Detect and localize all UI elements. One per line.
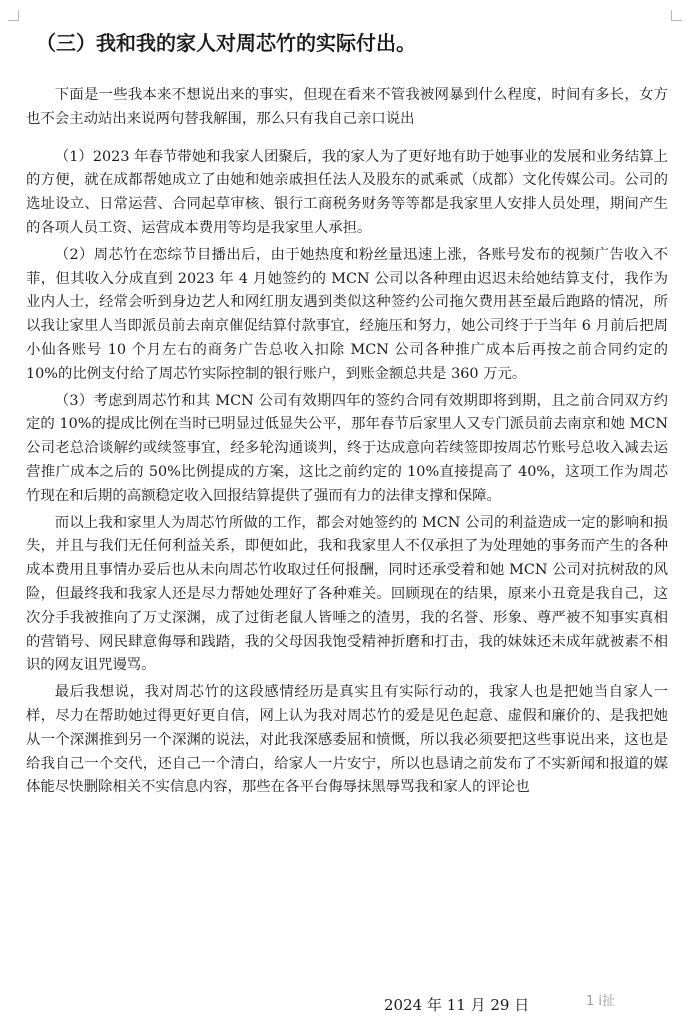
document-body (26, 84, 668, 803)
intro-paragraph: 下面是一些我本来不想说出来的事实，但现在看来不管我被网暴到什么程度，时间有多长，女方也不会主动站出来说两句替我解围，那么只有我自己亲口说出 (26, 87, 668, 127)
item-paragraph-1: （1）2023 年春节带她和我家人团聚后，我的家人为了更好地有助于她事业的发展和业务结算上的方便，就在成都帮她成立了由她和她亲戚担任法人及股东的贰乘贰（成都）文化传媒公司。公司的选址设立、日常运营、合同起草审核、银行工商税务财务等等都是我家里人安排人员处理，期间产生的各项人员工资、运营成本费用等均是我家里人承担。 (26, 148, 668, 236)
item-paragraph-2: （2）周芯竹在恋综节目播出后，由于她热度和粉丝量迅速上涨，各账号发布的视频广告收入不菲，但其收入分成直到 2023 年 4 月她签约的 MCN 公司以各种理由迟迟未给她结算支付，我作为业内人士，经常会听到身边艺人和网红朋友遇到类似这种签约公司拖欠费用甚至最后跑路的情况，所以我让家里人当即派员前去南京催促结算付款事宜，经施压和努力，她公司终于于当年 6 月前后把周小仙各账号 10 个月左右的商务广告总收入扣除 MCN 公司各种推广成本后再按之前合同约定的 10%的比例支付给了周芯竹实际控制的银行账户，到账金额总共是 360 万元。 (26, 246, 668, 382)
page-corner-mark-right (671, 10, 682, 21)
section-heading: （三）我和我的家人对周芯竹的实际付出。 (36, 31, 416, 55)
watermark: 1 i扯 (586, 994, 616, 1009)
closing-paragraph: 最后我想说，我对周芯竹的这段感情经历是真实且有实际行动的，我家人也是把她当自家人一样，尽力在帮助她过得更好更自信，网上认为我对周芯竹的爱是见色起意、虚假和廉价的、是我把她从一个深渊推到另一个深渊的说法，对此我深感委屈和愤慨，所以我必须要把这些事说出来，这也是给我自己一个交代，还自己一个清白，给家人一片安宁，所以也恳请之前发布了不实新闻和报道的媒体能尽快删除相关不实信息内容，那些在各平台侮辱抹黑辱骂我和家人的评论也 (26, 684, 668, 796)
summary-paragraph: 而以上我和家里人为周芯竹所做的工作，都会对她签约的 MCN 公司的利益造成一定的影响和损失，并且与我们无任何利益关系，即便如此，我和我家里人不仅承担了为处理她的事务而产生的各种成本费用且事情办妥后也从未向周芯竹收取过任何报酬，同时还承受着和她 MCN 公司对抗树敌的风险，但最终我和我家人还是尽力帮她处理好了各种难关。回顾现在的结果，原来小丑竟是我自己，这次分手我被推向了万丈深渊，成了过街老鼠人皆唾之的渣男，我的名誉、形象、尊严被不知事实真相的营销号、网民肆意侮辱和践踏，我的父母因我饱受精神折磨和打击，我的妹妹还未成年就被素不相识的网友诅咒谩骂。 (26, 514, 668, 674)
page-corner-mark-left (8, 10, 19, 21)
item-paragraph-3: （3）考虑到周芯竹和其 MCN 公司有效期四年的签约合同有效期即将到期，且之前合同双方约定的 10%的提成比例在当时已明显过低显失公平，那年春节后家里人又专门派员前去南京和她 MCN 公司老总洽谈解约或续签事宜，经多轮沟通谈判，终于达成意向若续签即按周芯竹账号总收入减去运营推广成本之后的 50%比例提成的方案，这比之前约定的 10%直接提高了 40%，这项工作为周芯竹现在和后期的高额稳定收入回报结算提供了强而有力的法律支撑和保障。 (26, 392, 668, 504)
document-date: 2024 年 11 月 29 日 (384, 996, 530, 1014)
